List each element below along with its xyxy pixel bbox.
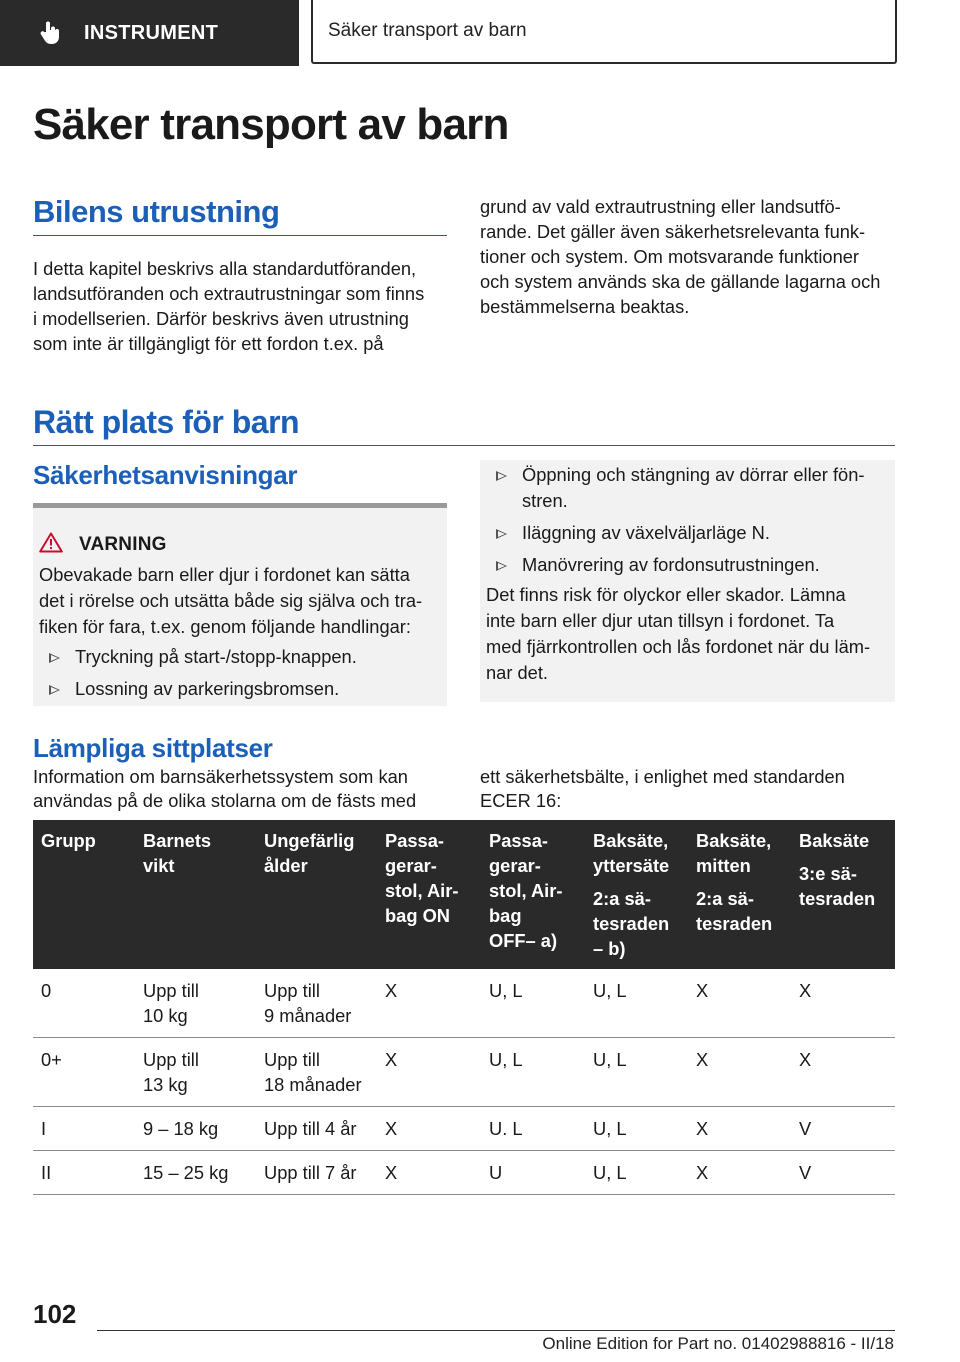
table-cell: U. L [481, 1107, 585, 1151]
table-cell: I [33, 1107, 135, 1151]
table-row [33, 969, 895, 1038]
table-cell: U, L [481, 1038, 585, 1107]
triangle-bullet-icon [496, 471, 507, 481]
safety-heading: Säkerhetsanvisningar [33, 460, 298, 490]
table-cell: U, L [585, 1151, 688, 1195]
warning-triangle-icon [39, 532, 63, 558]
seating-table [33, 820, 895, 1195]
table-cell: Upp till 9 månader [256, 969, 377, 1038]
triangle-bullet-icon [49, 685, 60, 695]
table-cell: 0+ [33, 1038, 135, 1107]
page-number: 102 [33, 1299, 77, 1329]
footer-rule [97, 1330, 895, 1331]
hand-pointer-icon [38, 20, 64, 46]
table-header-cell: Baksäte, mitten 2:a sä- tesraden [688, 820, 791, 969]
triangle-bullet-icon [49, 653, 60, 663]
table-cell: V [791, 1107, 895, 1151]
equipment-heading: Bilens utrustning [33, 194, 280, 229]
table-cell: Upp till 4 år [256, 1107, 377, 1151]
warning-closing-text: Det finns risk för olyckor eller skador. Lämna inte barn eller djur utan tillsyn i fordonet. Ta med fjärrkontrollen och lås fordonet när du läm- nar det. [486, 584, 871, 683]
seating-text-right: ett säkerhetsbälte, i enlighet med standarden ECER 16: [480, 766, 845, 811]
equipment-text-left: I detta kapitel beskrivs alla standardutföranden, landsutföranden och extrautrustningar som finns i modellserien. Därför beskrivs även utrustning som inte är tillgängligt för ett fordon t.ex. på [33, 258, 425, 354]
place-rule [33, 445, 895, 446]
list-item: Manövrering av fordonsutrustningen. [486, 552, 864, 578]
equipment-text-right: grund av vald extrautrustning eller landsutfö- rande. Det gäller även säkerhetsrelevanta funk- tioner och system. Om motsvarande funktioner och system används ska de gällande lagarna och bestämmelserna beaktas. [480, 196, 881, 317]
list-item: Tryckning på start-/stopp-knappen. [39, 644, 357, 670]
table-cell: U, L [481, 969, 585, 1038]
section-label: INSTRUMENT [84, 21, 219, 44]
table-cell: X [688, 1107, 791, 1151]
table-cell: 0 [33, 969, 135, 1038]
table-cell: X [377, 1038, 481, 1107]
table-header-cell: Passa- gerar- stol, Air- bag ON [377, 820, 481, 969]
table-cell: U, L [585, 1038, 688, 1107]
table-cell: X [377, 969, 481, 1038]
list-item: Iläggning av växelväljarläge N. [486, 520, 864, 546]
table-cell: Upp till 7 år [256, 1151, 377, 1195]
triangle-bullet-icon [496, 561, 507, 571]
seating-text-left: Information om barnsäkerhetssystem som kan användas på de olika stolarna om de fästs med [33, 766, 417, 811]
table-header-cell: Passa- gerar- stol, Air- bag OFF– a) [481, 820, 585, 969]
table-cell: X [791, 1038, 895, 1107]
table-cell: U [481, 1151, 585, 1195]
table-row [33, 1038, 895, 1107]
equipment-rule [33, 235, 447, 236]
warning-title [39, 532, 167, 558]
table-cell: II [33, 1151, 135, 1195]
triangle-bullet-icon [496, 529, 507, 539]
warning-label: VARNING [79, 534, 167, 555]
list-item: Lossning av parkeringsbromsen. [39, 676, 357, 702]
warning-box-left [33, 508, 447, 706]
table-header-cell: Baksäte, yttersäte 2:a sä- tesraden – b) [585, 820, 688, 969]
table-header-cell: Baksäte 3:e sä- tesraden [791, 820, 895, 969]
place-heading: Rätt plats för barn [33, 404, 300, 440]
table-cell: 15 – 25 kg [135, 1151, 256, 1195]
list-item: Öppning och stängning av dörrar eller fön- stren. [486, 462, 864, 514]
table-header-cell: Grupp [33, 820, 135, 969]
table-cell: X [377, 1107, 481, 1151]
table-cell: U, L [585, 1107, 688, 1151]
warning-text: Obevakade barn eller djur i fordonet kan sätta det i rörelse och utsätta både sig själva och tra- fiken för fara, t.ex. genom följande handlingar: [39, 564, 423, 637]
table-cell: Upp till 10 kg [135, 969, 256, 1038]
warning-box-right [480, 460, 895, 702]
table-header-cell: Ungefärlig ålder [256, 820, 377, 969]
table-cell: Upp till 18 månader [256, 1038, 377, 1107]
table-cell: 9 – 18 kg [135, 1107, 256, 1151]
seating-heading: Lämpliga sittplatser [33, 733, 273, 763]
table-row [33, 1151, 895, 1195]
table-cell: U, L [585, 969, 688, 1038]
table-cell: X [688, 1038, 791, 1107]
section-tab[interactable] [0, 0, 299, 66]
table-header-row [33, 820, 895, 969]
table-cell: X [791, 969, 895, 1038]
table-body [33, 969, 895, 1195]
table-cell: X [688, 969, 791, 1038]
topic-tab[interactable] [311, 0, 897, 64]
table-cell: X [377, 1151, 481, 1195]
table-header-cell: Barnets vikt [135, 820, 256, 969]
table-cell: X [688, 1151, 791, 1195]
footer-edition: Online Edition for Part no. 01402988816 - II/18 [542, 1334, 894, 1353]
table-row [33, 1107, 895, 1151]
table-cell: V [791, 1151, 895, 1195]
topic-label: Säker transport av barn [328, 20, 527, 41]
page-title: Säker transport av barn [33, 100, 509, 149]
warning-bullets-right [486, 462, 864, 584]
table-cell: Upp till 13 kg [135, 1038, 256, 1107]
warning-bullets-left [39, 644, 357, 708]
